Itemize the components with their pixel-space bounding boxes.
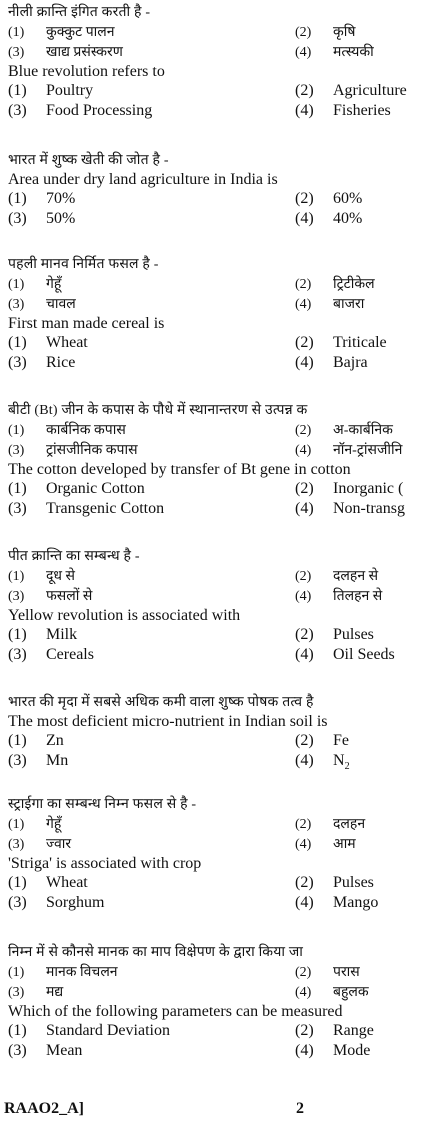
- question-text-hindi: पहली मानव निर्मित फसल है -: [8, 257, 159, 272]
- option: (4) तिलहन से: [295, 588, 383, 604]
- option: (3) Rice: [8, 354, 76, 372]
- question-text-hindi: निम्न में से कौनसे मानक का माप विक्षेपण के द्वारा किया जा: [8, 945, 304, 960]
- option-row: [8, 333, 424, 353]
- option: (2) परास: [295, 964, 360, 980]
- question-text-english: Yellow revolution is associated with: [8, 606, 241, 624]
- option: (3) ट्रांसजीनिक कपास: [8, 442, 138, 458]
- question-text-hindi: भारत की मृदा में सबसे अधिक कमी वाला शुष्क पोषक तत्व है: [8, 695, 314, 710]
- option-row: [8, 101, 424, 121]
- option: (1) दूध से: [8, 568, 76, 584]
- question-text-hindi: पीत क्रान्ति का सम्बन्ध है -: [8, 549, 140, 564]
- nitrogen-symbol: $N_2$: [333, 752, 350, 773]
- option: (1) गेहूँ: [8, 276, 62, 292]
- option-row: [8, 421, 424, 441]
- option: (3) Mn: [8, 752, 69, 770]
- question-block: [8, 256, 424, 373]
- option: (3) Cereals: [8, 646, 94, 664]
- option: (1) 70%: [8, 190, 76, 208]
- option: (2) Fe: [295, 732, 349, 750]
- question-text-hindi: नीली क्रान्ति इंगित करती है -: [8, 5, 151, 20]
- option-row: [8, 353, 424, 373]
- question-text-english: First man made cereal is: [8, 314, 165, 332]
- option: (4) 40%: [295, 210, 363, 228]
- question-text-english: 'Striga' is associated with crop: [8, 854, 202, 872]
- option: (3) मद्य: [8, 984, 64, 1000]
- option: (4) मत्स्यकी: [295, 44, 374, 60]
- option: (2) Inorganic (: [295, 480, 404, 498]
- option: (4) Mango: [295, 894, 379, 912]
- option-row: [8, 625, 424, 645]
- option: (2) 60%: [295, 190, 363, 208]
- question-block: [8, 548, 424, 665]
- option: (1) Zn: [8, 732, 64, 750]
- question-block: [8, 152, 424, 229]
- option: (3) Transgenic Cotton: [8, 500, 165, 518]
- question-text-english: Blue revolution refers to: [8, 62, 165, 80]
- option-row: [8, 1041, 424, 1061]
- option-row: [8, 893, 424, 913]
- option: (3) Food Processing: [8, 102, 153, 120]
- option-row: [8, 43, 424, 63]
- option: (4) Non-transg: [295, 500, 405, 518]
- option-row: [8, 479, 424, 499]
- option: (4) $N_2$: [295, 751, 350, 777]
- option: (2) Pulses: [295, 626, 374, 644]
- question-block: [8, 402, 424, 519]
- option-row: [8, 835, 424, 855]
- option: (3) ज्वार: [8, 836, 72, 852]
- question-block: [8, 796, 424, 913]
- option: (2) दलहन: [295, 816, 366, 832]
- page-number: 2: [296, 1100, 304, 1117]
- option-row: [8, 209, 424, 229]
- option: (1) Poultry: [8, 82, 94, 100]
- option: (2) दलहन से: [295, 568, 379, 584]
- option-row: [8, 441, 424, 461]
- question-text-english: Which of the following parameters can be measured: [8, 1002, 343, 1020]
- option: (2) Pulses: [295, 874, 374, 892]
- option-row: [8, 963, 424, 983]
- option: (2) Triticale: [295, 334, 387, 352]
- option-row: [8, 731, 424, 751]
- option-row: [8, 645, 424, 665]
- question-text-hindi: बीटी (Bt) जीन के कपास के पौधे में स्थानान्तरण से उत्पन्न क: [8, 403, 308, 418]
- option: (4) Oil Seeds: [295, 646, 395, 664]
- option: (3) खाद्य प्रसंस्करण: [8, 44, 123, 60]
- question-text-hindi: स्ट्राईगा का सम्बन्ध निम्न फसल से है -: [8, 797, 197, 812]
- option: (1) Milk: [8, 626, 78, 644]
- option-row: [8, 23, 424, 43]
- option-row: [8, 873, 424, 893]
- option: (4) बहुलक: [295, 984, 369, 1000]
- option: (1) मानक विचलन: [8, 964, 118, 980]
- option-row: [8, 81, 424, 101]
- option: (2) Range: [295, 1022, 374, 1040]
- question-text-english: The cotton developed by transfer of Bt gene in cotton: [8, 460, 351, 478]
- question-text-english: Area under dry land agriculture in India is: [8, 170, 278, 188]
- option: (4) Mode: [295, 1042, 371, 1060]
- option-row: [8, 499, 424, 519]
- option: (3) Sorghum: [8, 894, 105, 912]
- option: (4) Bajra: [295, 354, 368, 372]
- option: (3) Mean: [8, 1042, 83, 1060]
- option: (2) Agriculture: [295, 82, 407, 100]
- option: (4) आम: [295, 836, 356, 852]
- option: (2) ट्रिटीकेल: [295, 276, 375, 292]
- option: (3) चावल: [8, 296, 76, 312]
- option: (2) अ-कार्बनिक: [295, 422, 393, 438]
- option-row: [8, 295, 424, 315]
- option: (1) कार्बनिक कपास: [8, 422, 126, 438]
- option-row: [8, 815, 424, 835]
- question-text-hindi: भारत में शुष्क खेती की जोत है -: [8, 153, 169, 168]
- question-block: [8, 944, 424, 1061]
- option: (3) 50%: [8, 210, 76, 228]
- option: (3) फसलों से: [8, 588, 93, 604]
- option-row: [8, 587, 424, 607]
- option: (1) Wheat: [8, 334, 88, 352]
- option: (1) गेहूँ: [8, 816, 62, 832]
- option-row: [8, 1021, 424, 1041]
- option-row: [8, 567, 424, 587]
- paper-code: RAAO2_A]: [4, 1100, 84, 1117]
- subscript: 2: [344, 761, 350, 773]
- option: (4) Fisheries: [295, 102, 391, 120]
- option: (2) कृषि: [295, 24, 356, 40]
- option: (1) Wheat: [8, 874, 88, 892]
- option-row: [8, 751, 424, 771]
- option-row: [8, 189, 424, 209]
- option: (4) बाजरा: [295, 296, 365, 312]
- question-block: [8, 4, 424, 121]
- option: (1) कुक्कुट पालन: [8, 24, 115, 40]
- question-text-english: The most deficient micro-nutrient in Indian soil is: [8, 712, 328, 730]
- option-row: [8, 983, 424, 1003]
- page-footer: [4, 1100, 414, 1122]
- option: (1) Organic Cotton: [8, 480, 145, 498]
- option: (1) Standard Deviation: [8, 1022, 170, 1040]
- option: (4) नॉन-ट्रांसजीनि: [295, 442, 403, 458]
- question-block: [8, 694, 424, 771]
- option-row: [8, 275, 424, 295]
